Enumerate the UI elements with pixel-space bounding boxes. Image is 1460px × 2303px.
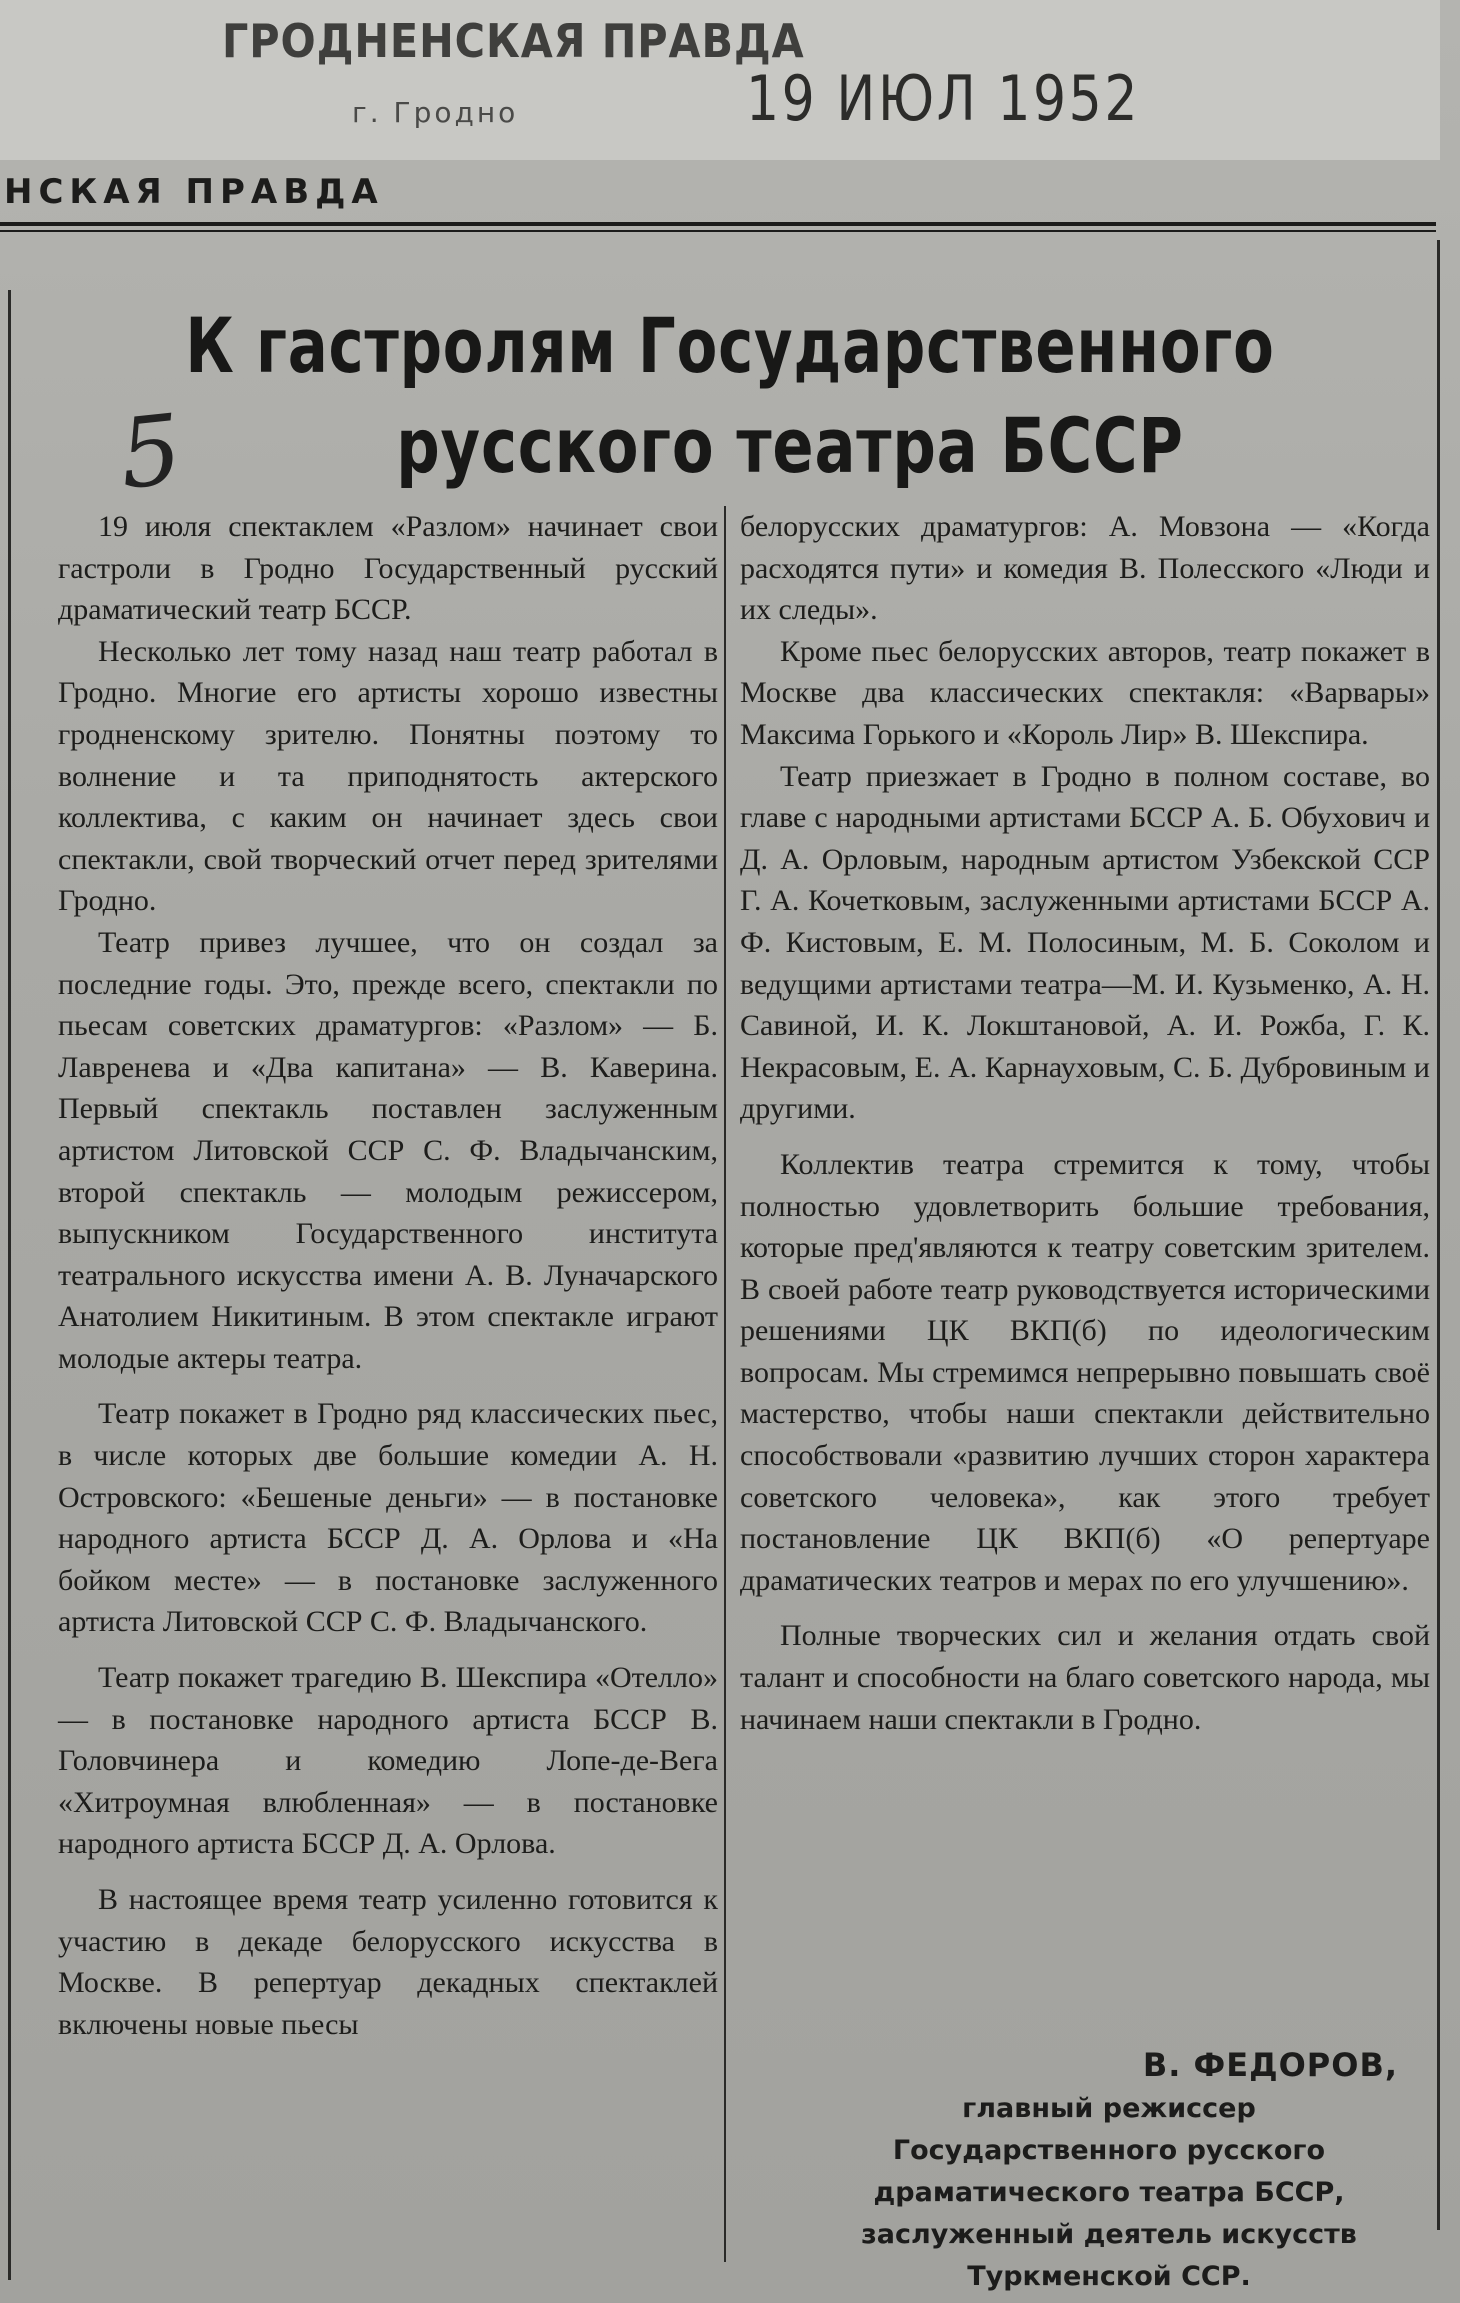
paragraph: Несколько лет тому назад наш театр работал в Гродно. Многие его артисты хорошо известны гродненскому зрителю. Понятны поэтому то волнение и та приподнятость актерского коллектива, с каким он начинает здесь свои спектакли, свой творческий отчет перед зрителями Гродно. bbox=[58, 634, 718, 918]
masthead-rule-thick bbox=[0, 222, 1436, 226]
paragraph: Полные творческих сил и желания отдать свой талант и способности на благо советского народа, мы начинаем наши спектакли в Гродно. bbox=[740, 1619, 1430, 1736]
article-column-right bbox=[740, 506, 1430, 1740]
article-signature bbox=[820, 2044, 1398, 2298]
stamp-date: 19 ИЮЛ 1952 bbox=[746, 62, 1140, 135]
paragraph: В настоящее время театр усиленно готовится к участию в декаде белорусского искусства в Москве. В репертуар декадных спектаклей включены новые пьесы bbox=[58, 1883, 718, 2041]
stamp-newspaper-name: ГРОДНЕНСКАЯ ПРАВДА bbox=[222, 14, 805, 68]
paragraph: Коллектив театра стремится к тому, чтобы полностью удовлетворить большие требования, которые пред'являются к театру советским зрителем. В своей работе театр руководствуется историческими решениями ЦК ВКП(б) по идеологическим вопросам. Мы стремимся непрерывно повышать своё мастерство, чтобы наши спектакли действительно способствовали «развитию лучших сторон характера советского человека», как этого требует постановление ЦК ВКП(б) «О репертуаре драматических театров и мерах по его улучшению». bbox=[740, 1147, 1430, 1597]
signature-title: главный режиссер Государственного русского драматического театра БССР, заслуженный деятель искусств Туркменской ССР. bbox=[861, 2093, 1357, 2292]
paragraph: белорусских драматургов: А. Мовзона — «Когда расходятся пути» и комедия В. Полесского «Люди и их следы». bbox=[740, 510, 1430, 627]
article-headline bbox=[0, 296, 1460, 496]
handwritten-number: 5 bbox=[114, 393, 187, 511]
masthead-fragment: НСКАЯ ПРАВДА bbox=[4, 172, 384, 212]
paragraph: 19 июля спектаклем «Разлом» начинает свои гастроли в Гродно Государственный русский драматический театр БССР. bbox=[58, 510, 718, 627]
article-column-left bbox=[58, 506, 718, 2045]
paragraph: Кроме пьес белорусских авторов, театр покажет в Москве два классических спектакля: «Варвары» Максима Горького и «Король Лир» В. Шекспира. bbox=[740, 634, 1430, 751]
paragraph: Театр привез лучшее, что он создал за последние годы. Это, прежде всего, спектакли по пьесам советских драматургов: «Разлом» — Б. Лавренева и «Два капитана» — В. Каверина. Первый спектакль поставлен заслуженным артистом Литовской ССР С. Ф. Владычанским, второй спектакль — молодым режиссером, выпускником Государственного института театрального искусства имени А. В. Луначарского Анатолием Никитиным. В этом спектакле играют молодые актеры театра. bbox=[58, 925, 718, 1375]
left-border-line bbox=[8, 290, 11, 2280]
headline-line-1: К гастролям Государственного bbox=[185, 301, 1275, 390]
paragraph: Театр покажет трагедию В. Шекспира «Отелло» — в постановке народного артиста БССР В. Головчинера и комедию Лопе-де-Вега «Хитроумная влюбленная» — в постановке народного артиста БССР Д. А. Орлова. bbox=[58, 1661, 718, 1861]
stamp-city: г. Гродно bbox=[352, 96, 519, 129]
headline-line-2: русского театра БССР bbox=[396, 401, 1184, 490]
paragraph: Театр покажет в Гродно ряд классических пьес, в числе которых две большие комедии А. Н. Островского: «Бешеные деньги» — в постановке народного артиста БССР Д. А. Орлова и «На бойком месте» — в постановке заслуженного артиста Литовской ССР С. Ф. Владычанского. bbox=[58, 1397, 718, 1639]
signature-author: В. ФЕДОРОВ, bbox=[1142, 2046, 1398, 2084]
paragraph: Театр приезжает в Гродно в полном составе, во главе с народными артистами БССР А. Б. Обухович и Д. А. Орловым, народным артистом Узбекской ССР Г. А. Кочетковым, заслуженными артистами БССР А. Ф. Кистовым, Е. М. Полосиным, М. Б. Соколом и ведущими артистами театра—М. И. Кузьменко, А. Н. Савиной, И. К. Локштановой, А. И. Рожба, Г. К. Некрасовым, Е. А. Карнауховым, С. Б. Дубровиным и другими. bbox=[740, 759, 1430, 1126]
right-border-line bbox=[1437, 240, 1440, 2230]
column-divider bbox=[724, 506, 726, 2262]
masthead-rule-thin bbox=[0, 230, 1436, 232]
